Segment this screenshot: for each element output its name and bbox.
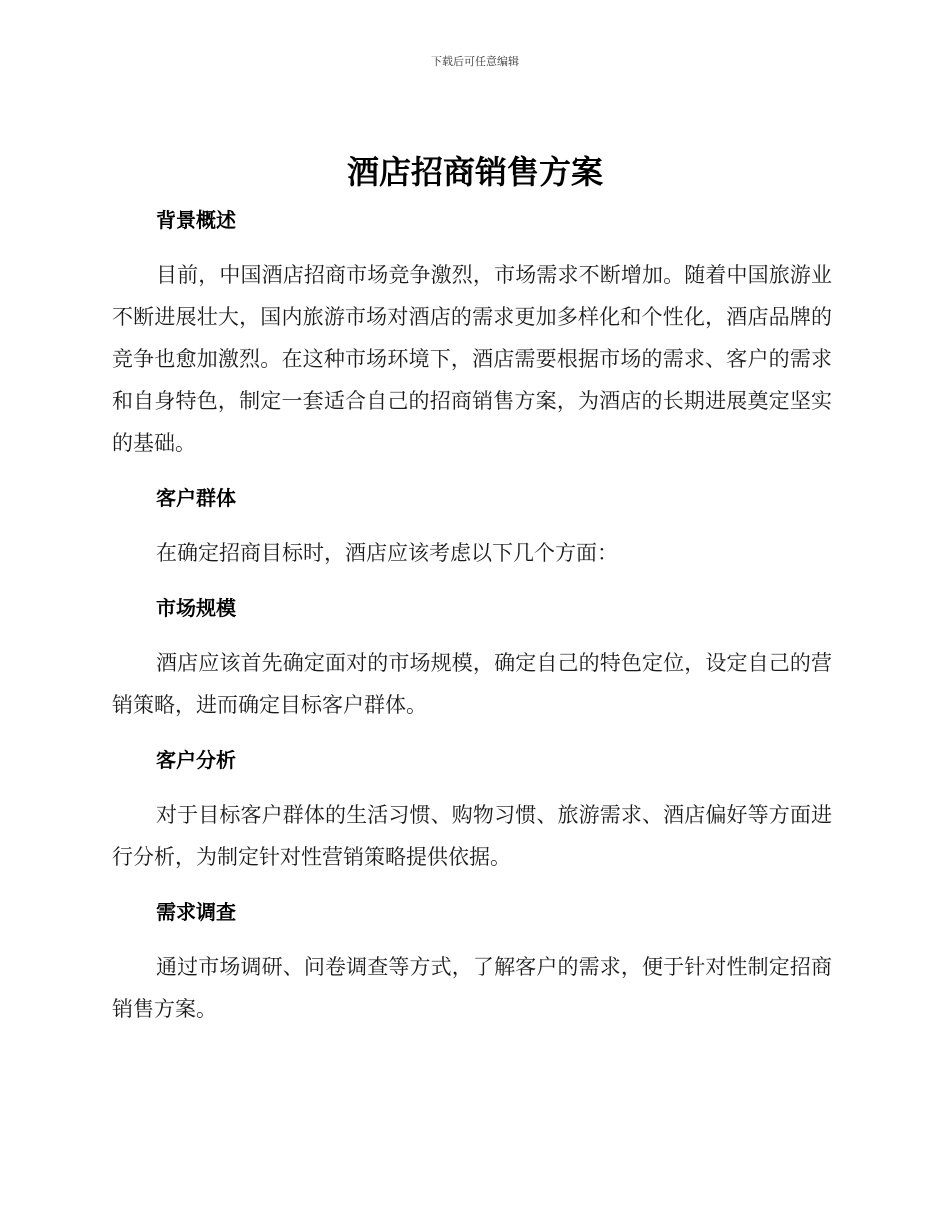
section-heading-background: 背景概述 [156,208,236,232]
section-heading-market-scale: 市场规模 [156,596,236,620]
section-paragraph-demand-survey: 通过市场调研、问卷调查等方式，了解客户的需求，便于针对性制定招商销售方案。 [112,955,832,1021]
section-paragraph-customer-analysis: 对于目标客户群体的生活习惯、购物习惯、旅游需求、酒店偏好等方面进行分析，为制定针对性营销策略提供依据。 [112,803,832,869]
document-title: 酒店招商销售方案 [346,153,603,191]
section-heading-customer-group: 客户群体 [156,486,236,510]
section-paragraph-customer-group: 在确定招商目标时，酒店应该考虑以下几个方面： [156,541,618,565]
page-header: 下载后可任意编辑 [431,55,519,68]
document-body [112,200,832,1044]
section-paragraph-market-scale: 酒店应该首先确定面对的市场规模，确定自己的特色定位，设定自己的营销策略，进而确定目标客户群体。 [112,651,832,717]
section-paragraph-background: 目前，中国酒店招商市场竞争激烈，市场需求不断增加。随着中国旅游业不断进展壮大，国内旅游市场对酒店的需求更加多样化和个性化，酒店品牌的竞争也愈加激烈。在这种市场环境下，酒店需要根据市场的需求、客户的需求和自身特色，制定一套适合自己的招商销售方案，为酒店的长期进展奠定坚实的基础。 [112,263,832,455]
section-heading-demand-survey: 需求调查 [156,900,236,924]
section-heading-customer-analysis: 客户分析 [156,748,236,772]
